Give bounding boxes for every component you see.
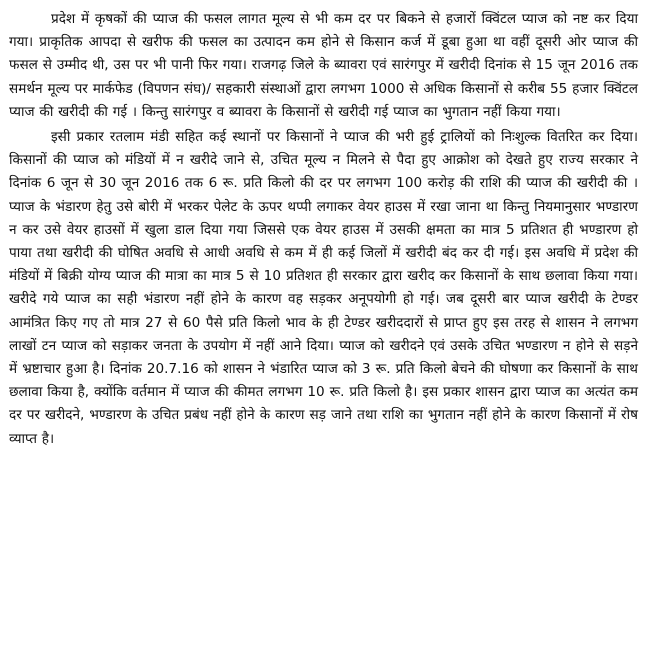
paragraph-2: इसी प्रकार रतलाम मंडी सहित कई स्थानों पर किसानों ने प्याज की भरी हुई ट्रालियों को निःशुल्क वितरित कर दिया। किसानों की प्याज को मंडियों में न खरीदे जाने से, उचित मूल्य न मिलने से पैदा हुए आक्रोश को देखते हुए राज्य सरकार ने दिनांक 6 जून से 30 जून 2016 तक 6 रू. प्रति किलो की दर पर लगभग 100 करोड़ की राशि की प्याज की खरीदी की । प्याज के भंडारण हेतु उसे बोरी में भरकर पेलेट के ऊपर थप्पी लगाकर वेयर हाउस में रखा जाना था किन्तु नियमानुसार भण्डारण न कर उसे वेयर हाउसों में खुला डाल दिया गया जिससे एक वेयर हाउस में उसकी क्षमता का मात्र 5 प्रतिशत ही भण्डारण हो पाया तथा खरीदी की घोषित अवधि से आधी अवधि से कम में ही कई जिलों में खरीदी बंद कर दी गई। इस अवधि में प्रदेश की मंडियों में बिक्री योग्य प्याज की मात्रा का मात्र 5 से 10 प्रतिशत ही सरकार द्वारा खरीद कर किसानों के साथ छलावा किया गया। खरीदे गये प्याज का सही भंडारण नहीं होने के कारण वह सड़कर अनूपयोगी हो गई। जब दूसरी बार प्याज खरीदी के टेण्डर आमंत्रित किए गए तो मात्र 27 से 60 पैसे प्रति किलो भाव के ही टेण्डर खरीददारों से प्राप्त हुए इस तरह से शासन ने लगभग लाखों टन प्याज को सड़ाकर जनता के उपयोग में नहीं आने दिया। प्याज को खरीदने एवं उसके उचित भण्डारण न होने से सड़ने में भ्रष्टाचार हुआ है। दिनांक 20.7.16 को शासन ने भंडारित प्याज को 3 रू. प्रति किलो बेचने की घोषणा कर किसानों के साथ छलावा किया है, क्योंकि वर्तमान में प्याज की कीमत लगभग 10 रू. प्रति किलो है। इस प्रकार शासन द्वारा प्याज का अत्यंत कम दर पर खरीदने, भण्डारण के उचित प्रबंध नहीं होने के कारण सड़ जाने तथा राशि का भुगतान नहीं होने के कारण किसानों में रोष व्याप्त है।	[9, 129, 638, 447]
paragraph-1: प्रदेश में कृषकों की प्याज की फसल लागत मूल्य से भी कम दर पर बिकने से हजारों क्विंटल प्याज को नष्ट कर दिया गया। प्राकृतिक आपदा से खरीफ की फसल का उत्पादन कम होने से किसान कर्ज में डूबा हुआ था वहीं दूसरी ओर प्याज की फसल से उम्मीद थी, उस पर भी पानी फिर गया। राजगढ़ जिले के ब्यावरा एवं सारंगपुर में खरीदी दिनांक से 15 जून 2016 तक समर्थन मूल्य पर मार्कफेड (विपणन संघ)/ सहकारी संस्थाओं द्वारा लगभग 1000 से अधिक किसानों से करीब 55 हजार क्विंटल प्याज की खरीदी की गई । किन्तु सारंगपुर व ब्यावरा के किसानों से खरीदी गई प्याज का भुगतान नहीं किया गया।	[9, 11, 638, 120]
